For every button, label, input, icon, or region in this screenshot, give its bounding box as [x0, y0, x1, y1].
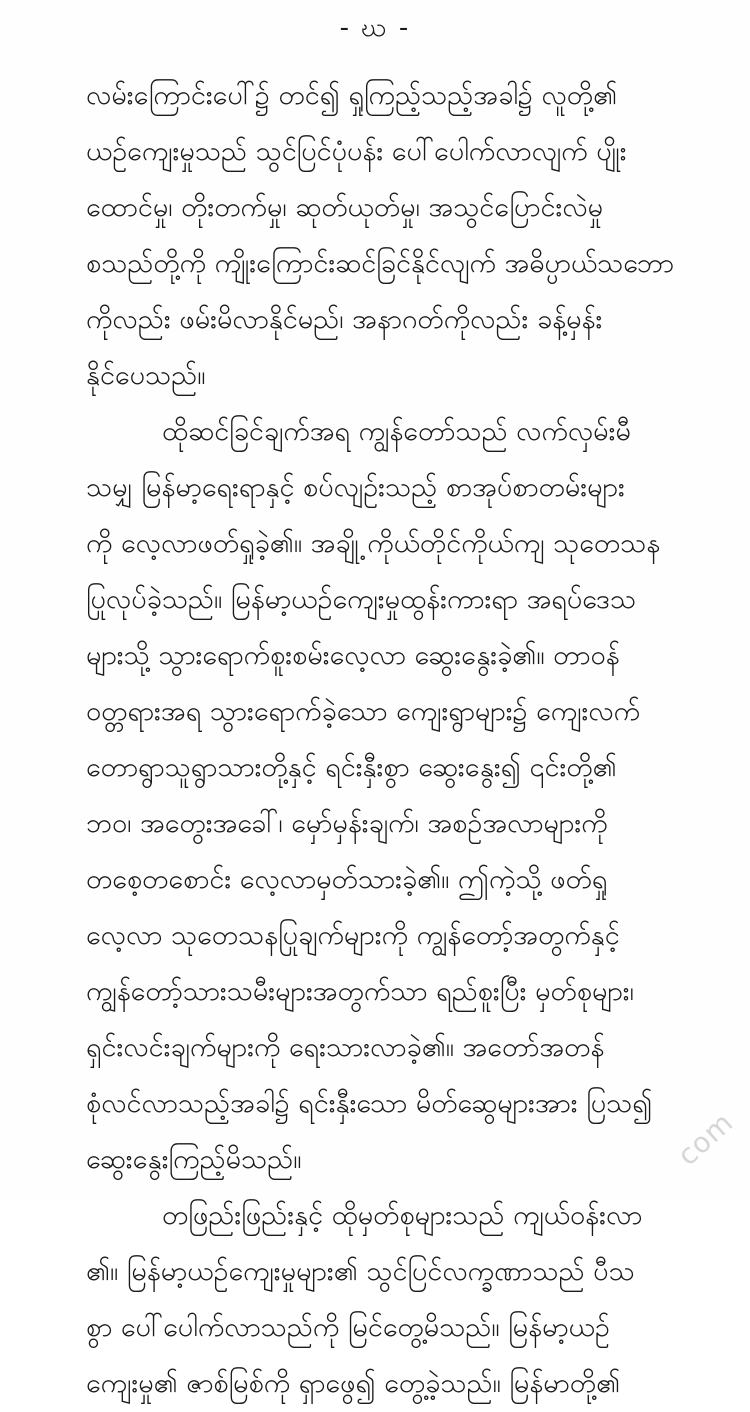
paragraph-1: [86, 68, 686, 404]
text-line: ကျွန်တော့်သားသမီးများအတွက်သာ ရည်စူးပြီး မှတ်စုများ၊: [86, 976, 634, 1007]
text-line: တဖြည်းဖြည်းနှင့် ထိုမှတ်စုများသည် ကျယ်ဝန်းလာ: [162, 1200, 643, 1231]
text-line: စသည်တို့ကို ကျိုးကြောင်းဆင်ခြင်နိုင်လျက် အဓိပ္ပာယ်သဘော: [86, 248, 674, 279]
text-line: လမ်းကြောင်းပေါ်၌ တင်၍ ရှုကြည့်သည့်အခါ၌ လူတို့၏: [86, 80, 618, 111]
text-line: ဘဝ၊ အတွေးအခေါ်၊ မှော်မှန်းချက်၊ အစဉ်အလာများကို: [86, 808, 608, 839]
text-line: များသို့ သွားရောက်စူးစမ်းလေ့လာ ဆွေးနွေးခဲ့၏။ တာဝန်: [86, 640, 620, 671]
text-line: သမျှ မြန်မာ့ရေးရာနှင့် စပ်လျဉ်းသည့် စာအုပ်စာတမ်းများ: [86, 472, 625, 503]
paragraph-2: [86, 404, 686, 1188]
page-number: - ဃ -: [339, 13, 411, 43]
text-line: ယဉ်ကျေးမှုသည် သွင်ပြင်ပုံပန်း ပေါ်ပေါက်လာလျက် ပျိုး: [86, 136, 627, 167]
text-line: နိုင်ပေသည်။: [86, 360, 206, 391]
body-text: [86, 68, 686, 1412]
watermark: com: [671, 1105, 740, 1173]
text-line: ကိုလည်း ဖမ်းမိလာနိုင်မည်၊ အနာဂတ်ကိုလည်း ခန့်မှန်း: [86, 304, 603, 335]
text-line: စုံလင်လာသည့်အခါ၌ ရင်းနှီးသော မိတ်ဆွေများအား ပြသ၍: [86, 1088, 653, 1119]
text-line: ကျေးမှု၏ ဇာစ်မြစ်ကို ရှာဖွေ၍ တွေ့ခဲ့သည်။ မြန်မာတို့၏: [86, 1368, 621, 1399]
text-line: ပြုလုပ်ခဲ့သည်။ မြန်မာ့ယဉ်ကျေးမှုထွန်းကားရာ အရပ်ဒေသ: [86, 584, 637, 615]
text-line: တောရွာသူရွာသားတို့နှင့် ရင်းနှီးစွာ ဆွေးနွေး၍ ၎င်းတို့၏: [86, 752, 617, 783]
text-line: ကို လေ့လာဖတ်ရှုခဲ့၏။ အချို့ ကိုယ်တိုင်ကိုယ်ကျ သုတေသန: [86, 528, 661, 559]
text-line: စွာ ပေါ်ပေါက်လာသည်ကို မြင်တွေ့မိသည်။ မြန်မာ့ယဉ်: [86, 1312, 610, 1343]
text-line: ထိုဆင်ခြင်ချက်အရ ကျွန်တော်သည် လက်လှမ်းမီ: [162, 416, 631, 447]
text-line: တစေ့တစောင်း လေ့လာမှတ်သားခဲ့၏။ ဤကဲ့သို့ ဖတ်ရှု: [86, 864, 608, 895]
text-line: ၏။ မြန်မာ့ယဉ်ကျေးမှုများ၏ သွင်ပြင်လက္ခဏာသည် ပီသ: [86, 1256, 635, 1287]
text-line: ထောင်မှု၊ တိုးတက်မှု၊ ဆုတ်ယုတ်မှု၊ အသွင်ပြောင်းလဲမှု: [86, 192, 604, 223]
text-line: ဆွေးနွေးကြည့်မိသည်။: [86, 1144, 302, 1175]
text-line: လေ့လာ သုတေသနပြုချက်များကို ကျွန်တော့်အတွက်နှင့်: [86, 920, 620, 951]
text-line: ရှင်းလင်းချက်များကို ရေးသားလာခဲ့၏။ အတော်အတန်: [86, 1032, 605, 1063]
paragraph-3: [86, 1188, 686, 1412]
text-line: ဝတ္တရားအရ သွားရောက်ခဲ့သော ကျေးရွာများ၌ ကျေးလက်: [86, 696, 641, 727]
